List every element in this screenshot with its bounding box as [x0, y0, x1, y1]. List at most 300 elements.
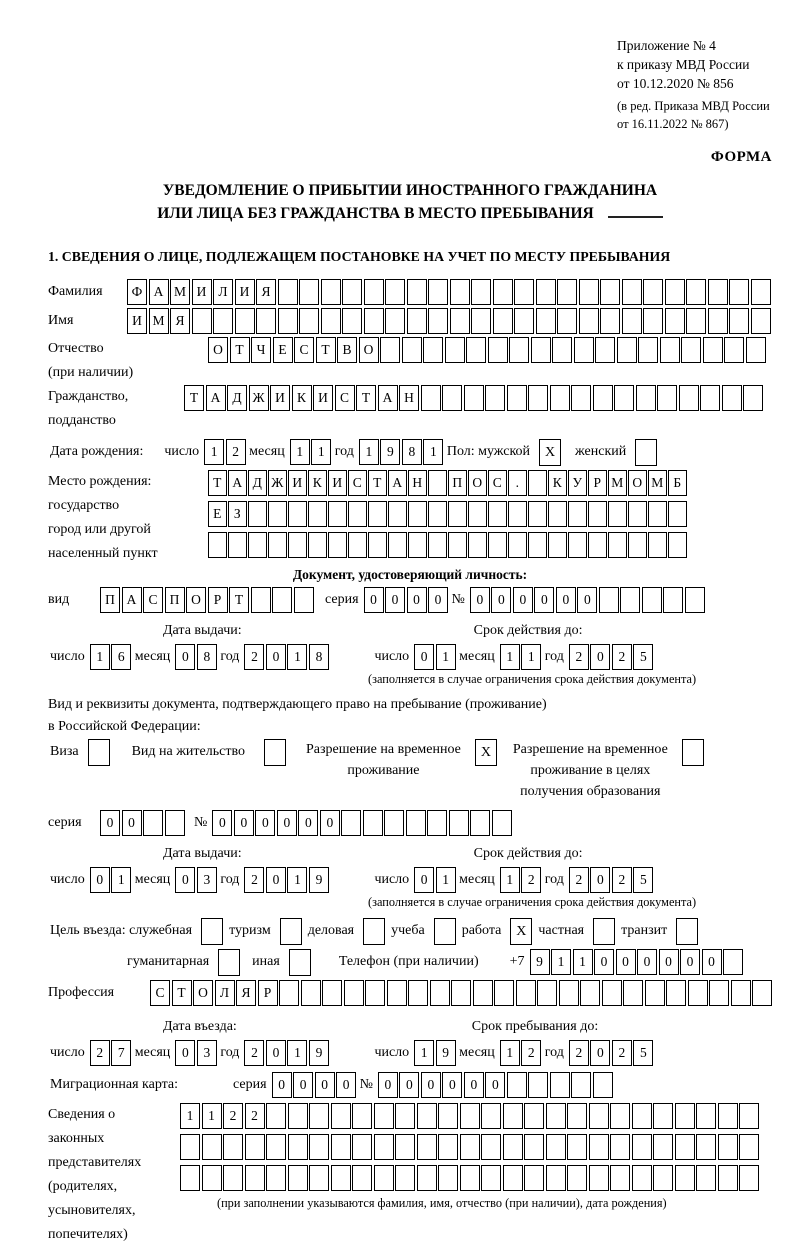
char-box[interactable]: 0	[90, 867, 110, 893]
char-box[interactable]: И	[235, 279, 255, 305]
char-box[interactable]: 0	[266, 867, 286, 893]
char-box[interactable]	[653, 1134, 673, 1160]
char-box[interactable]: Я	[256, 279, 276, 305]
char-box[interactable]	[488, 532, 507, 558]
char-box[interactable]	[724, 337, 744, 363]
char-box[interactable]	[493, 279, 513, 305]
char-box[interactable]: Ч	[251, 337, 271, 363]
char-box[interactable]	[602, 980, 622, 1006]
char-box[interactable]	[700, 385, 720, 411]
char-box[interactable]	[718, 1103, 738, 1129]
char-box[interactable]: А	[149, 279, 169, 305]
char-box[interactable]: 0	[255, 810, 275, 836]
char-box[interactable]	[614, 385, 634, 411]
char-box[interactable]	[675, 1103, 695, 1129]
char-box[interactable]	[514, 308, 534, 334]
char-box[interactable]: 0	[491, 587, 511, 613]
char-box[interactable]	[213, 308, 233, 334]
char-box[interactable]: 1	[311, 439, 331, 465]
char-box[interactable]	[342, 308, 362, 334]
char-box[interactable]: И	[313, 385, 333, 411]
char-box[interactable]	[428, 501, 447, 527]
char-box[interactable]: 0	[590, 644, 610, 670]
char-box[interactable]	[385, 279, 405, 305]
char-box[interactable]	[550, 1072, 570, 1098]
char-box[interactable]	[686, 279, 706, 305]
char-box[interactable]: П	[448, 470, 467, 496]
char-box[interactable]	[288, 1103, 308, 1129]
char-box[interactable]	[571, 1072, 591, 1098]
char-box[interactable]	[266, 1165, 286, 1191]
char-box[interactable]	[251, 587, 271, 613]
char-box[interactable]	[552, 337, 572, 363]
char-box[interactable]	[328, 532, 347, 558]
char-box[interactable]	[180, 1134, 200, 1160]
char-box[interactable]: 7	[111, 1040, 131, 1066]
char-box[interactable]	[468, 532, 487, 558]
char-box[interactable]	[579, 279, 599, 305]
char-box[interactable]: Ф	[127, 279, 147, 305]
char-box[interactable]: Т	[184, 385, 204, 411]
char-box[interactable]: 0	[212, 810, 232, 836]
char-box[interactable]	[666, 980, 686, 1006]
char-box[interactable]: 0	[513, 587, 533, 613]
char-box[interactable]	[421, 385, 441, 411]
char-box[interactable]: 0	[556, 587, 576, 613]
char-box[interactable]	[450, 308, 470, 334]
char-box[interactable]: 1	[436, 867, 456, 893]
char-box[interactable]	[688, 980, 708, 1006]
purpose-official-checkbox[interactable]	[201, 918, 223, 945]
char-box[interactable]	[408, 980, 428, 1006]
char-box[interactable]: 0	[272, 1072, 292, 1098]
char-box[interactable]	[548, 532, 567, 558]
char-box[interactable]	[449, 810, 469, 836]
char-box[interactable]: .	[508, 470, 527, 496]
char-box[interactable]: И	[192, 279, 212, 305]
char-box[interactable]: 1	[287, 867, 307, 893]
char-box[interactable]	[567, 1103, 587, 1129]
char-box[interactable]	[143, 810, 163, 836]
char-box[interactable]: 2	[223, 1103, 243, 1129]
char-box[interactable]	[460, 1103, 480, 1129]
char-box[interactable]	[473, 980, 493, 1006]
char-box[interactable]: 1	[359, 439, 379, 465]
char-box[interactable]	[723, 949, 743, 975]
char-box[interactable]: 0	[616, 949, 636, 975]
char-box[interactable]	[202, 1134, 222, 1160]
char-box[interactable]	[374, 1103, 394, 1129]
char-box[interactable]	[731, 980, 751, 1006]
char-box[interactable]	[610, 1103, 630, 1129]
char-box[interactable]	[481, 1103, 501, 1129]
char-box[interactable]	[488, 337, 508, 363]
char-box[interactable]	[294, 587, 314, 613]
char-box[interactable]	[278, 279, 298, 305]
char-box[interactable]: Я	[170, 308, 190, 334]
char-box[interactable]	[718, 1134, 738, 1160]
char-box[interactable]: П	[100, 587, 120, 613]
female-checkbox[interactable]	[635, 439, 657, 466]
char-box[interactable]	[546, 1103, 566, 1129]
char-box[interactable]	[524, 1134, 544, 1160]
char-box[interactable]: Е	[208, 501, 227, 527]
char-box[interactable]	[428, 279, 448, 305]
char-box[interactable]	[387, 980, 407, 1006]
char-box[interactable]	[485, 385, 505, 411]
char-box[interactable]	[494, 980, 514, 1006]
char-box[interactable]	[589, 1165, 609, 1191]
char-box[interactable]	[696, 1103, 716, 1129]
char-box[interactable]: О	[628, 470, 647, 496]
char-box[interactable]	[423, 337, 443, 363]
char-box[interactable]	[668, 501, 687, 527]
char-box[interactable]	[528, 1072, 548, 1098]
char-box[interactable]	[299, 279, 319, 305]
purpose-transit-checkbox[interactable]	[676, 918, 698, 945]
char-box[interactable]	[509, 337, 529, 363]
char-box[interactable]: Т	[368, 470, 387, 496]
char-box[interactable]: 1	[287, 644, 307, 670]
char-box[interactable]: 9	[380, 439, 400, 465]
char-box[interactable]	[388, 501, 407, 527]
char-box[interactable]: О	[359, 337, 379, 363]
char-box[interactable]	[729, 308, 749, 334]
char-box[interactable]: 0	[293, 1072, 313, 1098]
char-box[interactable]	[208, 532, 227, 558]
char-box[interactable]	[628, 501, 647, 527]
char-box[interactable]: 0	[100, 810, 120, 836]
char-box[interactable]	[445, 337, 465, 363]
char-box[interactable]	[202, 1165, 222, 1191]
char-box[interactable]: 0	[175, 867, 195, 893]
char-box[interactable]: 9	[309, 867, 329, 893]
char-box[interactable]: 9	[530, 949, 550, 975]
char-box[interactable]	[568, 501, 587, 527]
char-box[interactable]	[548, 501, 567, 527]
char-box[interactable]: К	[292, 385, 312, 411]
char-box[interactable]	[739, 1103, 759, 1129]
char-box[interactable]: К	[548, 470, 567, 496]
char-box[interactable]	[245, 1165, 265, 1191]
char-box[interactable]	[341, 810, 361, 836]
char-box[interactable]	[528, 385, 548, 411]
char-box[interactable]	[427, 810, 447, 836]
char-box[interactable]	[546, 1165, 566, 1191]
char-box[interactable]	[288, 1165, 308, 1191]
char-box[interactable]: 0	[485, 1072, 505, 1098]
char-box[interactable]: М	[608, 470, 627, 496]
char-box[interactable]	[438, 1134, 458, 1160]
char-box[interactable]	[503, 1103, 523, 1129]
char-box[interactable]	[268, 501, 287, 527]
char-box[interactable]: У	[568, 470, 587, 496]
char-box[interactable]	[450, 279, 470, 305]
char-box[interactable]	[729, 279, 749, 305]
char-box[interactable]	[363, 810, 383, 836]
char-box[interactable]	[653, 1103, 673, 1129]
char-box[interactable]: 1	[202, 1103, 222, 1129]
char-box[interactable]	[588, 501, 607, 527]
char-box[interactable]: А	[378, 385, 398, 411]
char-box[interactable]	[279, 980, 299, 1006]
char-box[interactable]	[368, 532, 387, 558]
char-box[interactable]	[610, 1134, 630, 1160]
char-box[interactable]	[675, 1165, 695, 1191]
char-box[interactable]: Т	[230, 337, 250, 363]
char-box[interactable]	[388, 532, 407, 558]
char-box[interactable]	[696, 1134, 716, 1160]
char-box[interactable]	[288, 501, 307, 527]
char-box[interactable]: Р	[208, 587, 228, 613]
purpose-study-checkbox[interactable]	[434, 918, 456, 945]
char-box[interactable]	[739, 1134, 759, 1160]
char-box[interactable]: 0	[320, 810, 340, 836]
char-box[interactable]: К	[308, 470, 327, 496]
char-box[interactable]: 1	[423, 439, 443, 465]
char-box[interactable]: 0	[298, 810, 318, 836]
char-box[interactable]: Ж	[249, 385, 269, 411]
char-box[interactable]	[622, 279, 642, 305]
char-box[interactable]: 0	[637, 949, 657, 975]
char-box[interactable]	[696, 1165, 716, 1191]
char-box[interactable]: 1	[573, 949, 593, 975]
char-box[interactable]	[546, 1134, 566, 1160]
char-box[interactable]: 2	[612, 1040, 632, 1066]
char-box[interactable]	[365, 980, 385, 1006]
char-box[interactable]: Б	[668, 470, 687, 496]
purpose-work-checkbox[interactable]: X	[510, 918, 532, 945]
char-box[interactable]	[348, 532, 367, 558]
char-box[interactable]: 0	[385, 587, 405, 613]
char-box[interactable]: 0	[577, 587, 597, 613]
char-box[interactable]	[165, 810, 185, 836]
char-box[interactable]: 0	[277, 810, 297, 836]
char-box[interactable]: 5	[633, 1040, 653, 1066]
char-box[interactable]	[466, 337, 486, 363]
char-box[interactable]	[460, 1165, 480, 1191]
char-box[interactable]	[309, 1103, 329, 1129]
char-box[interactable]: Т	[229, 587, 249, 613]
char-box[interactable]: 1	[111, 867, 131, 893]
char-box[interactable]	[567, 1165, 587, 1191]
char-box[interactable]	[648, 532, 667, 558]
char-box[interactable]: 1	[551, 949, 571, 975]
char-box[interactable]: 0	[378, 1072, 398, 1098]
char-box[interactable]	[746, 337, 766, 363]
char-box[interactable]	[600, 308, 620, 334]
char-box[interactable]: Л	[213, 279, 233, 305]
char-box[interactable]: 3	[197, 867, 217, 893]
char-box[interactable]	[321, 279, 341, 305]
char-box[interactable]: И	[270, 385, 290, 411]
char-box[interactable]	[528, 470, 547, 496]
char-box[interactable]: 1	[287, 1040, 307, 1066]
char-box[interactable]	[751, 279, 771, 305]
char-box[interactable]	[751, 308, 771, 334]
char-box[interactable]	[503, 1165, 523, 1191]
char-box[interactable]	[645, 980, 665, 1006]
char-box[interactable]	[428, 470, 447, 496]
char-box[interactable]: 2	[569, 644, 589, 670]
temp-residence-checkbox[interactable]: X	[475, 739, 497, 766]
char-box[interactable]	[642, 587, 662, 613]
char-box[interactable]	[395, 1134, 415, 1160]
char-box[interactable]	[600, 279, 620, 305]
char-box[interactable]	[471, 308, 491, 334]
male-checkbox[interactable]: X	[539, 439, 561, 466]
char-box[interactable]: А	[228, 470, 247, 496]
char-box[interactable]	[417, 1103, 437, 1129]
char-box[interactable]	[536, 308, 556, 334]
char-box[interactable]	[481, 1165, 501, 1191]
char-box[interactable]	[653, 1165, 673, 1191]
char-box[interactable]	[579, 308, 599, 334]
char-box[interactable]	[709, 980, 729, 1006]
char-box[interactable]: 1	[204, 439, 224, 465]
char-box[interactable]: 0	[407, 587, 427, 613]
char-box[interactable]	[718, 1165, 738, 1191]
char-box[interactable]	[608, 532, 627, 558]
char-box[interactable]: И	[288, 470, 307, 496]
char-box[interactable]: А	[206, 385, 226, 411]
char-box[interactable]	[331, 1134, 351, 1160]
char-box[interactable]	[636, 385, 656, 411]
char-box[interactable]	[743, 385, 763, 411]
char-box[interactable]	[395, 1103, 415, 1129]
char-box[interactable]: 0	[234, 810, 254, 836]
char-box[interactable]: 6	[111, 644, 131, 670]
char-box[interactable]	[344, 980, 364, 1006]
char-box[interactable]	[448, 532, 467, 558]
char-box[interactable]: 8	[197, 644, 217, 670]
char-box[interactable]	[268, 532, 287, 558]
char-box[interactable]	[493, 308, 513, 334]
char-box[interactable]: 1	[500, 1040, 520, 1066]
char-box[interactable]: О	[186, 587, 206, 613]
char-box[interactable]: 0	[590, 867, 610, 893]
char-box[interactable]	[632, 1165, 652, 1191]
char-box[interactable]	[308, 532, 327, 558]
char-box[interactable]: 2	[521, 867, 541, 893]
purpose-humanitarian-checkbox[interactable]	[218, 949, 240, 976]
char-box[interactable]: Т	[356, 385, 376, 411]
char-box[interactable]	[352, 1103, 372, 1129]
char-box[interactable]	[451, 980, 471, 1006]
char-box[interactable]: 0	[442, 1072, 462, 1098]
char-box[interactable]	[301, 980, 321, 1006]
char-box[interactable]: П	[165, 587, 185, 613]
char-box[interactable]: 0	[266, 1040, 286, 1066]
char-box[interactable]	[438, 1103, 458, 1129]
char-box[interactable]: 0	[175, 1040, 195, 1066]
char-box[interactable]: О	[208, 337, 228, 363]
char-box[interactable]: 2	[612, 867, 632, 893]
purpose-private-checkbox[interactable]	[593, 918, 615, 945]
char-box[interactable]	[248, 501, 267, 527]
char-box[interactable]	[408, 501, 427, 527]
char-box[interactable]	[660, 337, 680, 363]
char-box[interactable]: С	[335, 385, 355, 411]
char-box[interactable]	[460, 1134, 480, 1160]
char-box[interactable]: 1	[500, 644, 520, 670]
char-box[interactable]: 0	[534, 587, 554, 613]
char-box[interactable]	[322, 980, 342, 1006]
char-box[interactable]	[685, 587, 705, 613]
char-box[interactable]	[342, 279, 362, 305]
char-box[interactable]	[235, 308, 255, 334]
char-box[interactable]: 1	[90, 644, 110, 670]
char-box[interactable]	[192, 308, 212, 334]
char-box[interactable]	[278, 308, 298, 334]
char-box[interactable]	[595, 337, 615, 363]
char-box[interactable]: 0	[364, 587, 384, 613]
char-box[interactable]: Ж	[268, 470, 287, 496]
char-box[interactable]: С	[294, 337, 314, 363]
char-box[interactable]: 0	[659, 949, 679, 975]
purpose-tourism-checkbox[interactable]	[280, 918, 302, 945]
char-box[interactable]: А	[388, 470, 407, 496]
char-box[interactable]: 0	[470, 587, 490, 613]
char-box[interactable]	[481, 1134, 501, 1160]
char-box[interactable]	[679, 385, 699, 411]
temp-residence-education-checkbox[interactable]	[682, 739, 704, 766]
char-box[interactable]	[407, 279, 427, 305]
char-box[interactable]: 0	[421, 1072, 441, 1098]
char-box[interactable]	[309, 1165, 329, 1191]
char-box[interactable]: Т	[172, 980, 192, 1006]
char-box[interactable]	[266, 1134, 286, 1160]
char-box[interactable]	[288, 1134, 308, 1160]
char-box[interactable]	[374, 1165, 394, 1191]
char-box[interactable]: 0	[315, 1072, 335, 1098]
char-box[interactable]	[428, 532, 447, 558]
char-box[interactable]	[368, 501, 387, 527]
char-box[interactable]: М	[170, 279, 190, 305]
char-box[interactable]: 2	[245, 1103, 265, 1129]
char-box[interactable]	[384, 810, 404, 836]
char-box[interactable]: 0	[680, 949, 700, 975]
char-box[interactable]: 0	[414, 867, 434, 893]
char-box[interactable]	[643, 308, 663, 334]
char-box[interactable]	[328, 501, 347, 527]
char-box[interactable]	[622, 308, 642, 334]
char-box[interactable]	[528, 501, 547, 527]
char-box[interactable]	[406, 810, 426, 836]
char-box[interactable]	[675, 1134, 695, 1160]
char-box[interactable]: 2	[90, 1040, 110, 1066]
char-box[interactable]	[703, 337, 723, 363]
char-box[interactable]	[364, 279, 384, 305]
char-box[interactable]	[471, 279, 491, 305]
residence-permit-checkbox[interactable]	[264, 739, 286, 766]
char-box[interactable]	[514, 279, 534, 305]
char-box[interactable]	[657, 385, 677, 411]
char-box[interactable]: Я	[236, 980, 256, 1006]
char-box[interactable]	[524, 1103, 544, 1129]
char-box[interactable]: 0	[175, 644, 195, 670]
char-box[interactable]: 0	[702, 949, 722, 975]
char-box[interactable]	[385, 308, 405, 334]
char-box[interactable]: И	[328, 470, 347, 496]
char-box[interactable]	[348, 501, 367, 527]
char-box[interactable]	[352, 1134, 372, 1160]
char-box[interactable]	[352, 1165, 372, 1191]
char-box[interactable]: 2	[244, 644, 264, 670]
char-box[interactable]	[599, 587, 619, 613]
char-box[interactable]	[528, 532, 547, 558]
char-box[interactable]	[380, 337, 400, 363]
